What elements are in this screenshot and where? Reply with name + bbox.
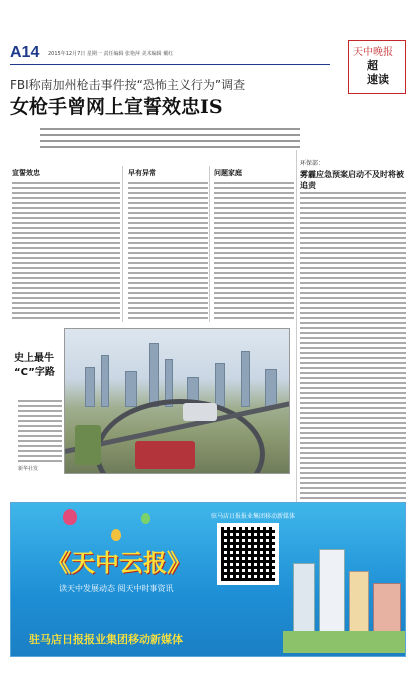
brand-logo: 天中晚报 <box>353 47 393 58</box>
balloon-icon <box>141 513 150 524</box>
top-rule <box>10 64 330 65</box>
ad-footer: 驻马店日报报业集团移动新媒体 <box>29 633 183 646</box>
brand-sub-2: 速读 <box>367 73 389 86</box>
column-3-text <box>214 182 294 322</box>
article-headline: 女枪手曾网上宣誓效忠IS <box>10 96 223 118</box>
column-1-text <box>12 182 120 322</box>
photo-story-caption <box>18 400 62 480</box>
column-2-text <box>128 182 208 322</box>
column-divider <box>122 166 123 322</box>
city-illustration <box>283 543 405 653</box>
page-code: A14 <box>10 44 40 61</box>
qr-code-icon[interactable] <box>217 523 279 585</box>
advertisement <box>10 502 406 657</box>
right-column-text <box>300 192 406 532</box>
photo-credit: 新华社发 <box>18 466 39 472</box>
issue-meta: 2015年12月7日 星期一 责任编辑 张艳萍 美术编辑 戴红 <box>48 51 174 57</box>
balloon-icon <box>63 509 77 525</box>
ad-slogan: 读天中发展动态 阅天中时事资讯 <box>59 584 174 593</box>
right-column-title: 雾霾应急预案启动不及时将被追责 <box>300 170 404 190</box>
photo-story-title <box>14 352 55 380</box>
balloon-icon <box>111 529 121 541</box>
right-column-label: 环保部： <box>300 160 325 167</box>
brand-box <box>348 40 406 94</box>
article-kicker: FBI称南加州枪击事件按“恐怖主义行为”调查 <box>10 78 246 92</box>
column-divider <box>209 166 210 322</box>
brand-sub <box>367 59 389 87</box>
ad-banner: 驻马店日报报业集团移动新媒体 <box>211 513 296 520</box>
section-title-2: 早有异常 <box>128 169 156 177</box>
article-lead <box>40 128 300 152</box>
right-column-head <box>300 158 410 191</box>
photo-story-title-1: 史上最牛 <box>14 353 54 364</box>
photo-story-title-2: “C”字路 <box>14 367 55 378</box>
aerial-photo <box>64 328 290 474</box>
brand-sub-1: 超 <box>367 59 378 72</box>
section-title-3: 问题家庭 <box>214 169 242 177</box>
ad-name: 《天中云报》 <box>47 548 191 577</box>
section-title-1: 宣誓效忠 <box>12 169 40 177</box>
